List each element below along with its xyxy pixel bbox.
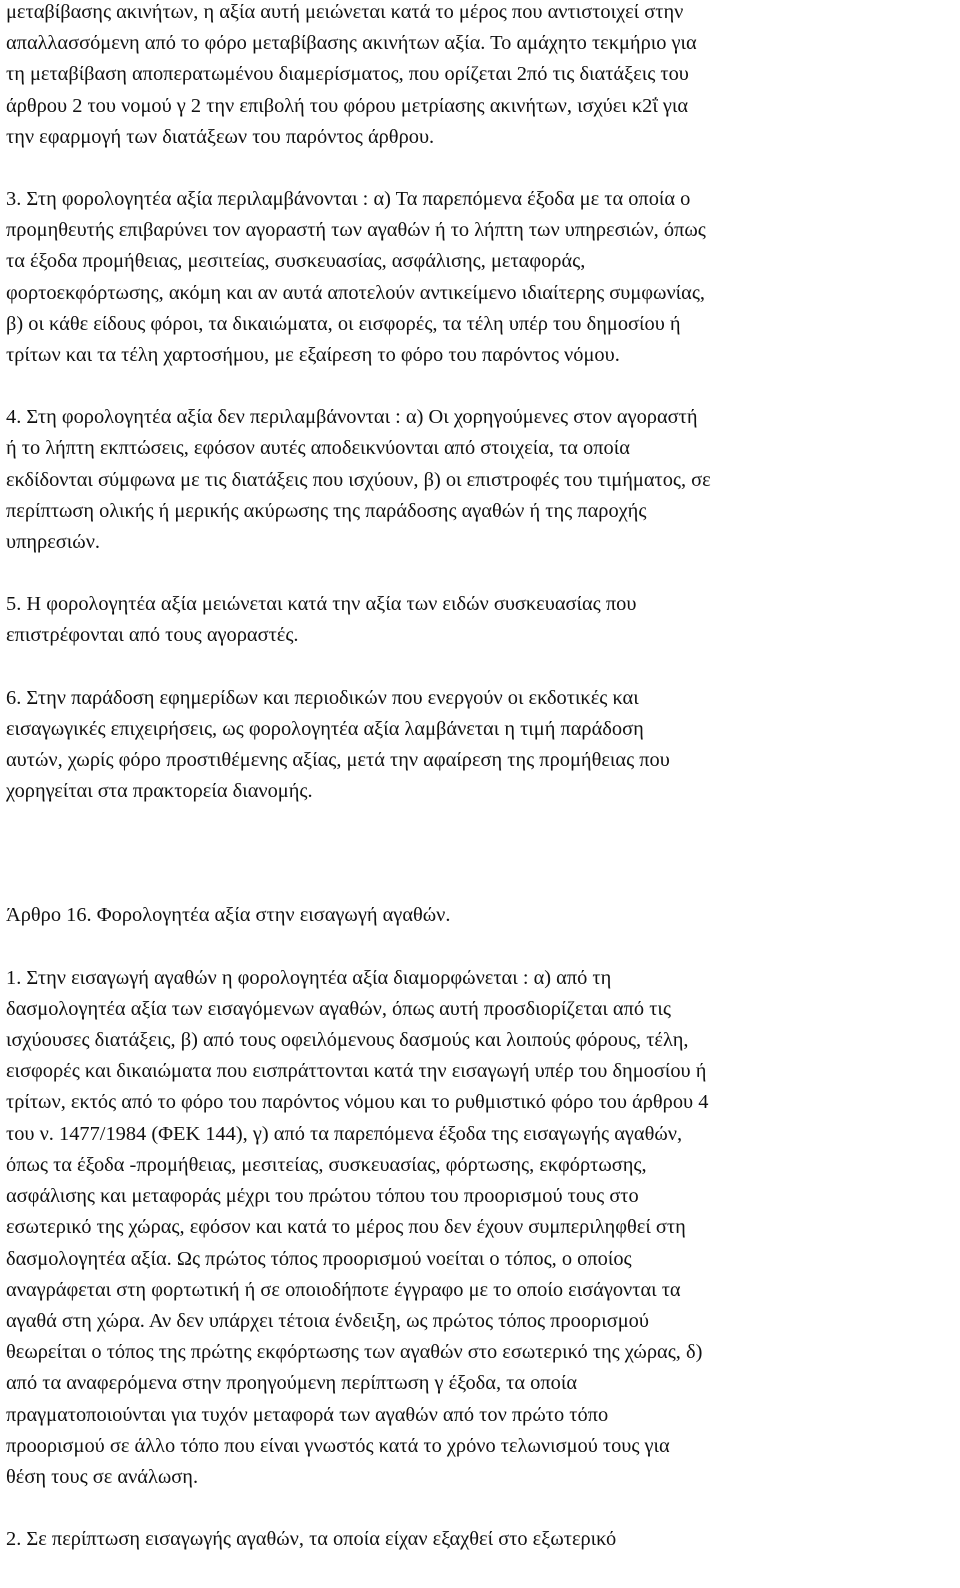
paragraph-6: 6. Στην παράδοση εφημερίδων και περιοδικών που ενεργούν οι εκδοτικές και εισαγωγικές επιχειρήσεις, ως φορολογητέα αξία λαμβάνεται η τιμή παράδοση αυτών, χωρίς φόρο προστιθέμενης αξίας, μετά την αφαίρεση της προμήθειας που χορηγείται στα πρακτορεία διανομής. <box>6 686 670 803</box>
section-spacer <box>6 838 954 900</box>
document-page <box>6 0 954 1586</box>
article-16-paragraph-1: 1. Στην εισαγωγή αγαθών η φορολογητέα αξία διαμορφώνεται : α) από τη δασμολογητέα αξία των εισαγόμενων αγαθών, όπως αυτή προσδιορίζεται από τις ισχύουσες διατάξεις, β) από τους οφειλόμενους δασμούς και λοιπούς φόρους, τέλη, εισφορές και δικαιώματα που εισπράττονται κατά την εισαγωγή υπέρ του δημοσίου ή τρίτων, εκτός από το φόρο του παρόντος νόμου και το ρυθμιστικό φόρο του άρθρου 4 του ν. 1477/1984 (ΦΕΚ 144), γ) από τα παρεπόμενα έξοδα της εισαγωγής αγαθών, όπως τα έξοδα -προμήθειας, μεσιτείας, συσκευασίας, φόρτωσης, εκφόρτωσης, ασφάλισης και μεταφοράς μέχρι του πρώτου τόπου του προορισμού τους στο εσωτερικό της χώρας, εφόσον και κατά το μέρος που δεν έχουν συμπεριληφθεί στη δασμολογητέα αξία. Ως πρώτος τόπος προορισμού νοείται ο τόπος, ο οποίος αναγράφεται στη φορτωτική ή σε οποιοδήποτε έγγραφο με το οποίο εισάγονται τα αγαθά στη χώρα. Αν δεν υπάρχει τέτοια ένδειξη, ως πρώτος τόπος προορισμού θεωρείται ο τόπος της πρώτης εκφόρτωσης των αγαθών στο εσωτερικό της χώρας, δ) από τα αναφερόμενα στην προηγούμενη περίπτωση γ έξοδα, τα οποία πραγματοποιούνται για τυχόν μεταφορά των αγαθών από τον πρώτο τόπο προορισμού σε άλλο τόπο που είναι γνωστός κατά το χρόνο τελωνισμού τους για θέση τους σε ανάλωση. <box>6 966 709 1488</box>
paragraph-5: 5. Η φορολογητέα αξία μειώνεται κατά την αξία των ειδών συσκευασίας που επιστρέφονται από τους αγοραστές. <box>6 593 637 647</box>
paragraph-3: 3. Στη φορολογητέα αξία περιλαμβάνονται : α) Τα παρεπόμενα έξοδα με τα οποία ο προμηθευτής επιβαρύνει τον αγοραστή των αγαθών ή το λήπτη των υπηρεσιών, όπως τα έξοδα προμήθειας, μεσιτείας, συσκευασίας, ασφάλισης, μεταφοράς, φορτοεκφόρτωσης, ακόμη και αν αυτά αποτελούν αντικείμενο ιδιαίτερης συμφωνίας, β) οι κάθε είδους φόροι, τα δικαιώματα, οι εισφορές, τα τέλη υπέρ του δημοσίου ή τρίτων και τα τέλη χαρτοσήμου, με εξαίρεση το φόρο του παρόντος νόμου. <box>6 188 706 367</box>
paragraph-2-continuation: μεταβίβασης ακινήτων, η αξία αυτή μειώνεται κατά το μέρος που αντιστοιχεί στην απαλλασσόμενη από το φόρο μεταβίβασης ακινήτων αξία. Το αμάχητο τεκμήριο για τη μεταβίβαση αποπερατωμένου διαμερίσματος, που ορίζεται 2πό τις διατάξεις του άρθρου 2 του νομού γ 2 την επιβολή του φόρου μετρίασης ακινήτων, ισχύει κ2ΐ για την εφαρμογή των διατάξεων του παρόντος άρθρου. <box>6 1 697 148</box>
article-16-heading: Άρθρο 16. Φορολογητέα αξία στην εισαγωγή αγαθών. <box>6 904 451 927</box>
paragraph-4: 4. Στη φορολογητέα αξία δεν περιλαμβάνονται : α) Οι χορηγούμενες στον αγοραστή ή το λήπτη εκπτώσεις, εφόσον αυτές αποδεικνύονται από στοιχεία, τα οποία εκδίδονται σύμφωνα με τις διατάξεις που ισχύουν, β) οι επιστροφές του τιμήματος, σε περίπτωση ολικής ή μερικής ακύρωσης της παράδοσης αγαθών ή της παροχής υπηρεσιών. <box>6 406 711 554</box>
article-16-paragraph-2: 2. Σε περίπτωση εισαγωγής αγαθών, τα οποία είχαν εξαχθεί στο εξωτερικό <box>6 1528 617 1551</box>
